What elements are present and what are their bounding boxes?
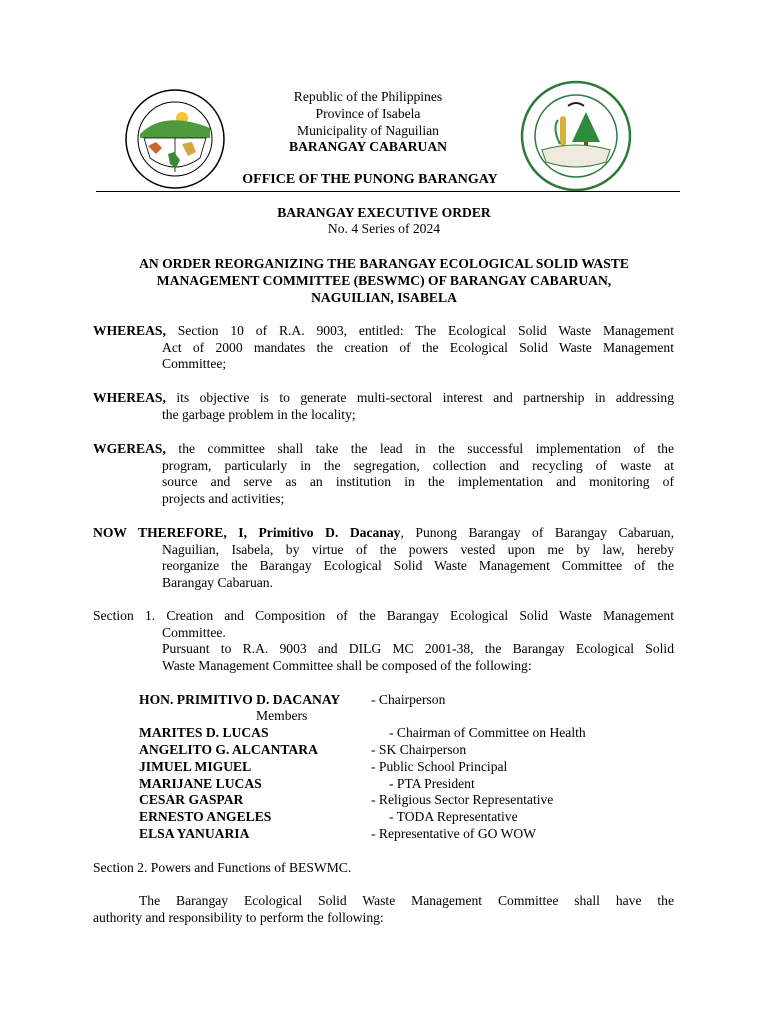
member-name: CESAR GASPAR	[139, 792, 244, 807]
whereas-lead: WGEREAS,	[93, 441, 166, 456]
member-name: ANGELITO G. ALCANTARA	[139, 742, 318, 757]
section-2-text	[93, 893, 674, 926]
chairperson-row	[139, 692, 639, 709]
member-role: - Chairman of Committee on Health	[389, 725, 586, 740]
letterhead-republic: Republic of the Philippines	[293, 89, 443, 104]
member-role: - SK Chairperson	[371, 742, 467, 757]
now-therefore-text: Naguilian, Isabela, by virtue of the powers vested upon me by law, hereby	[162, 541, 674, 557]
now-therefore-text: , Punong Barangay of Barangay Cabaruan,	[400, 525, 674, 540]
section-1-heading-cont: Committee.	[162, 624, 226, 640]
member-role: - PTA President	[389, 776, 475, 791]
section-2-line: The Barangay Ecological Solid Waste Management Committee shall have the	[139, 893, 674, 908]
whereas-clause-3	[93, 441, 674, 507]
whereas-text: Committee;	[162, 356, 227, 372]
now-therefore-clause	[93, 525, 674, 591]
section-2-line: authority and responsibility to perform the following:	[93, 909, 384, 925]
member-role: - Religious Sector Representative	[371, 792, 554, 807]
order-subject-line1: AN ORDER REORGANIZING THE BARANGAY ECOLOGICAL SOLID WASTE	[139, 256, 629, 271]
member-row	[139, 792, 659, 809]
now-therefore-text: reorganize the Barangay Ecological Solid Waste Management Committee of the	[162, 558, 674, 574]
order-subject-line2: MANAGEMENT COMMITTEE (BESWMC) OF BARANGAY CABARUAN,	[156, 273, 612, 288]
member-role: - Chairperson	[371, 692, 446, 707]
whereas-text: projects and activities;	[162, 490, 285, 506]
member-row	[139, 759, 659, 776]
office-title: OFFICE OF THE PUNONG BARANGAY	[242, 172, 498, 187]
member-name: MARIJANE LUCAS	[139, 776, 262, 791]
section-1-heading: Section 1. Creation and Composition of the Barangay Ecological Solid Waste Management	[93, 608, 674, 623]
letterhead-province: Province of Isabela	[315, 105, 421, 121]
members-label: Members	[256, 708, 308, 723]
whereas-clause-1	[93, 323, 674, 373]
member-role: - TODA Representative	[389, 809, 518, 824]
now-therefore-text: Barangay Cabaruan.	[162, 574, 273, 590]
member-row	[139, 809, 659, 826]
letterhead	[232, 89, 504, 156]
member-name: HON. PRIMITIVO D. DACANAY	[139, 692, 341, 707]
header-divider	[96, 191, 680, 192]
now-therefore-lead: NOW THEREFORE, I, Primitivo D. Dacanay	[93, 525, 401, 540]
member-row	[139, 725, 659, 742]
whereas-clause-2	[93, 390, 674, 423]
letterhead-barangay: BARANGAY CABARUAN	[289, 139, 447, 155]
whereas-text: its objective is to generate multi-sectoral interest and partnership in addressing	[165, 390, 674, 405]
whereas-text: the committee shall take the lead in the successful implementation of the	[165, 441, 674, 456]
member-role: - Representative of GO WOW	[371, 826, 537, 841]
section-2-heading: Section 2. Powers and Functions of BESWMC.	[93, 860, 352, 875]
whereas-lead: WHEREAS,	[93, 390, 166, 405]
whereas-text: the garbage problem in the locality;	[162, 406, 356, 422]
section-1	[93, 608, 677, 674]
member-role: - Public School Principal	[371, 759, 508, 774]
section-1-text: Waste Management Committee shall be composed of the following:	[162, 657, 532, 673]
whereas-text: program, particularly in the segregation, collection and recycling of waste at	[162, 457, 674, 473]
section-1-text: Pursuant to R.A. 9003 and DILG MC 2001-38, the Barangay Ecological Solid	[162, 641, 674, 657]
letterhead-municipality: Municipality of Naguilian	[297, 122, 439, 138]
order-number: No. 4 Series of 2024	[327, 221, 441, 236]
whereas-text: Section 10 of R.A. 9003, entitled: The Ecological Solid Waste Management	[165, 323, 674, 338]
member-row	[139, 742, 659, 759]
whereas-text: Act of 2000 mandates the creation of the Ecological Solid Waste Management	[162, 339, 674, 355]
whereas-lead: WHEREAS,	[93, 323, 166, 338]
member-row	[139, 826, 659, 843]
member-name: MARITES D. LUCAS	[139, 725, 269, 740]
order-title: BARANGAY EXECUTIVE ORDER	[277, 205, 491, 220]
member-name: JIMUEL MIGUEL	[139, 759, 252, 774]
member-name: ERNESTO ANGELES	[139, 809, 272, 824]
whereas-text: source and serve as an institution in the implementation and monitoring of	[162, 474, 674, 490]
order-subject-line3: NAGUILIAN, ISABELA	[311, 290, 457, 305]
member-name: ELSA YANUARIA	[139, 826, 250, 841]
member-row	[139, 776, 659, 793]
